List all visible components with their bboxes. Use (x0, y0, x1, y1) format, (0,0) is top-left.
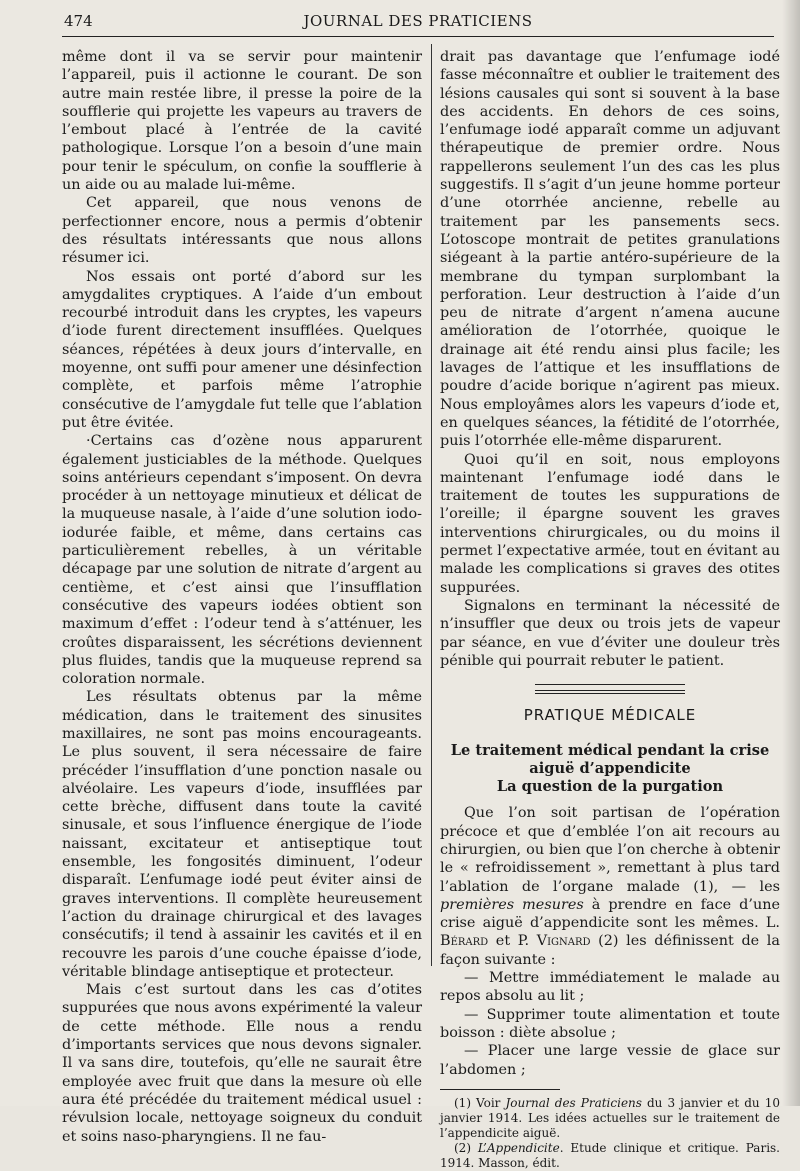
list-item: — Placer une large vessie de glace sur l’abdomen ; (440, 1043, 780, 1078)
footnote (440, 1141, 780, 1171)
text-run: . Etude clinique et critique. Paris. 1914. Masson, édit. (440, 1140, 781, 1170)
paragraph: Nos essais ont porté d’abord sur les amygdalites cryptiques. A l’aide d’un embout recourbé introduit dans les cryptes, les vapeurs d’iode furent directement insufflées. Quelques séances, répétées à deux jours d’intervalle, en moyenne, ont suffi pour amener une désinfection complète, et parfois même l’atrophie consécutive de l’amygdale fut telle que l’ablation put être évitée. (62, 268, 422, 431)
column-divider (431, 44, 432, 966)
footnote (440, 1096, 780, 1141)
text-run: et P. (488, 933, 537, 950)
running-header (62, 10, 774, 37)
page-edge-shadow (782, 0, 800, 1106)
paragraph: ·Certains cas d’ozène nous apparurent également justiciables de la méthode. Quelques soins antérieurs cependant s’imposent. On devra procéder à un nettoyage minutieux et délicat de la muqueuse nasale, à l’aide d’une solution iodo-iodurée faible, et même, dans certains cas particulièrement rebelles, à un véritable décapage par une solution de nitrate d’argent au centième, et c’est ainsi que l’insufflation consécutive des vapeurs iodées obtient son maximum d’effet : l’odeur tend à s’atténuer, les croûtes disparaissent, les sécrétions deviennent plus fluides, tandis que la muqueuse reprend sa coloration normale. (62, 433, 422, 688)
paragraph: drait pas davantage que l’enfumage iodé fasse méconnaître et oublier le traitement des lésions causales qui sont si souvent à la base des accidents. En dehors de ces soins, l’enfumage iodé apparaît comme un adjuvant thérapeutique de premier ordre. Nous rappellerons seulement l’un des cas les plus suggestifs. Il s’agit d’un jeune homme porteur d’une otorrhée ancienne, rebelle au traitement par les pansements secs. L’otoscope montrait de petites granulations siégeant à la partie antéro-supérieure de la membrane du tympan surplombant la perforation. Leur destruction à l’aide d’un peu de nitrate d’argent n’amena aucune amélioration de l’otorrhée, quoique le drainage ait été rendu ainsi plus facile; les lavages de l’attique et les insufflations de poudre d’acide borique n’agirent pas mieux. Nous employâmes alors les vapeurs d’iode et, en quelques séances, la fétidité de l’otorrhée, puis l’otorrhée elle-même disparurent. (440, 49, 780, 450)
author-name: Vignard (536, 933, 591, 950)
paragraph: Les résultats obtenus par la même médication, dans le traitement des sinusites maxillaires, ne sont pas moins encourageants. Le plus souvent, il sera nécessaire de faire précéder l’insufflation d’une ponction nasale ou alvéolaire. Les vapeurs d’iode, insufflées par cette brèche, diffusent dans toute la cavité sinusale, et sous l’influence énergique de l’iode naissant, excitateur et antiseptique tout ensemble, les fongosités diminuent, l’odeur disparaît. L’enfumage iodé peut éviter ainsi de graves interventions. Il complète heureusement l’action du drainage chirurgical et des lavages consécutifs; il tend à assainir les cavités et il en recouvre les parois d’une couche épaisse d’iode, véritable blindage antiseptique et protecteur. (62, 689, 422, 980)
footnote-rule (440, 1089, 560, 1090)
page-number: 474 (64, 12, 93, 30)
text-run: à prendre en face d’une crise aiguë d’appendicite sont les mêmes. L. (440, 896, 780, 932)
text-run: Que l’on soit partisan de l’opération précoce et que d’emblée l’on ait recours au chirurgien, ou bien que l’on cherche à obtenir le « refroidissement », remettant à plus tard l’ablation de l’organe malade (1), — les (440, 805, 780, 895)
rule-separator (535, 693, 685, 694)
journal-title: JOURNAL DES PRATICIENS (303, 12, 533, 30)
paragraph: Cet appareil, que nous venons de perfectionner encore, nous a permis d’obtenir des résultats intéressants que nous allons résumer ici. (62, 195, 422, 267)
paragraph: Mais c’est surtout dans les cas d’otites suppurées que nous avons expérimenté la valeur de cette méthode. Elle nous a rendu d’importants services que nous devons signaler. Il va sans dire, toutefois, qu’elle ne saurait être employée avec fruit que dans la mesure où elle aura été précédée du traitement médical usuel : révulsion locale, nettoyage soigneux du conduit et soins naso-pharyngiens. Il ne fau- (62, 982, 422, 1145)
text-run: (1) Voir (454, 1095, 506, 1110)
article-subtitle: La question de la purgation (496, 778, 724, 796)
emphasis: Journal des Praticiens (505, 1095, 642, 1110)
paragraph: Quoi qu’il en soit, nous employons maintenant l’enfumage iodé dans le traitement de toutes les suppurations de l’oreille; il épargne souvent les graves interventions chirurgicales, ou du moins il permet l’expectative armée, tout en évitant au malade les complications si graves des otites suppurées. (440, 451, 780, 596)
left-column (62, 48, 422, 1146)
emphasis: premières mesures (440, 896, 584, 913)
double-rule-separator (535, 684, 685, 691)
paragraph: même dont il va se servir pour maintenir l’appareil, puis il actionne le courant. De son autre main restée libre, il presse la poire de la soufflerie qui projette les vapeurs au travers de l’embout placé à l’entrée de la cavité pathologique. Lorsque l’on a besoin d’une main pour tenir le spéculum, on confie la soufflerie à un aide ou au malade lui-même. (62, 49, 422, 194)
text-run: (2) les définissent de la façon suivante : (440, 933, 780, 968)
text-run: (2) (454, 1140, 478, 1155)
emphasis: L’Appendicite (477, 1140, 560, 1155)
text-run: du 3 janvier et du 10 janvier 1914. Les idées actuelles sur le traitement de l’appendicite aiguë. (440, 1095, 780, 1140)
paragraph (440, 804, 780, 969)
list-item: — Supprimer toute alimentation et toute boisson : diète absolue ; (440, 1006, 780, 1041)
section-heading: PRATIQUE MÉDICALE (523, 706, 697, 725)
paragraph: Signalons en terminant la nécessité de n’insuffler que deux ou trois jets de vapeur par séance, en vue d’éviter une douleur très pénible qui pourrait rebuter le patient. (440, 597, 780, 669)
list-item: — Mettre immédiatement le malade au repos absolu au lit ; (440, 970, 780, 1005)
footnotes (440, 1096, 780, 1171)
author-name: Bérard (440, 933, 489, 950)
right-column (440, 48, 780, 1171)
article-title (440, 742, 780, 796)
article-title-line: Le traitement médical pendant la crise aiguë d’appendicite (450, 742, 770, 778)
